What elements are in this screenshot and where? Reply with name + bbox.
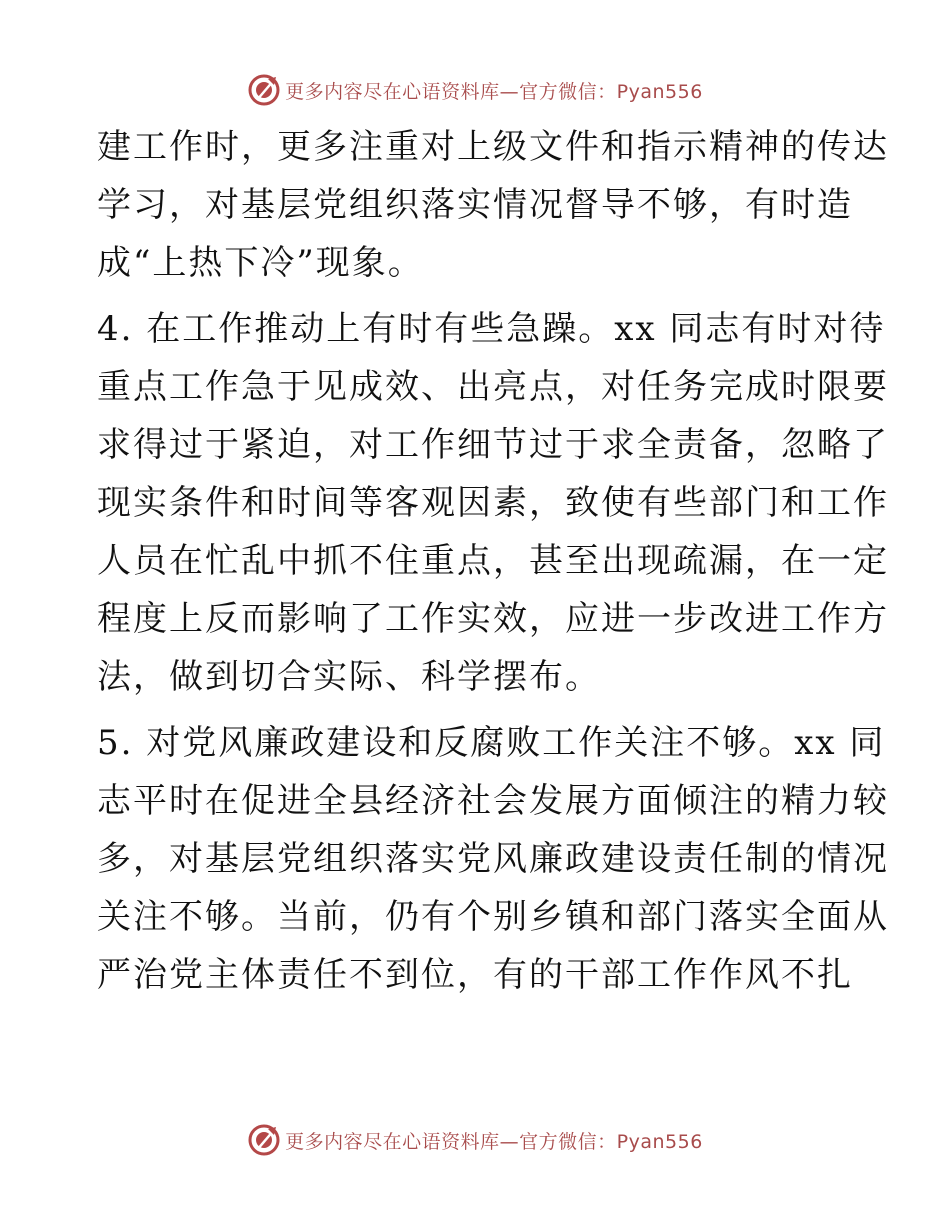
paragraph-1 bbox=[97, 118, 889, 292]
text-line: 志平时在促进全县经济社会发展方面倾注的精力较 bbox=[97, 781, 889, 821]
footer-watermark bbox=[0, 1120, 950, 1160]
watermark-text: 更多内容尽在心语资料库—官方微信：Pyan556 bbox=[285, 1130, 703, 1153]
text-line: 多，对基层党组织落实党风廉政建设责任制的情况 bbox=[97, 839, 889, 879]
text-line: 程度上反而影响了工作实效，应进一步改进工作方 bbox=[97, 599, 889, 639]
text-line: 关注不够。当前，仍有个别乡镇和部门落实全面从 bbox=[97, 897, 889, 937]
header-watermark bbox=[0, 70, 950, 110]
text-line: 5. 对党风廉政建设和反腐败工作关注不够。xx 同 bbox=[97, 723, 886, 763]
text-line: 求得过于紧迫，对工作细节过于求全责备，忽略了 bbox=[97, 425, 889, 465]
pen-logo-icon bbox=[247, 1123, 281, 1157]
text-line: 学习，对基层党组织落实情况督导不够，有时造 bbox=[97, 185, 853, 225]
text-line: 严治党主体责任不到位，有的干部工作作风不扎 bbox=[97, 955, 853, 995]
text-line: 现实条件和时间等客观因素，致使有些部门和工作 bbox=[97, 483, 889, 523]
text-line: 成“上热下冷”现象。 bbox=[97, 243, 424, 283]
text-line: 重点工作急于见成效、出亮点，对任务完成时限要 bbox=[97, 367, 889, 407]
paragraph-2 bbox=[97, 300, 889, 706]
watermark-text: 更多内容尽在心语资料库—官方微信：Pyan556 bbox=[285, 80, 703, 103]
pen-logo-icon bbox=[247, 73, 281, 107]
text-line: 人员在忙乱中抓不住重点，甚至出现疏漏，在一定 bbox=[97, 541, 889, 581]
text-line: 法，做到切合实际、科学摆布。 bbox=[97, 657, 601, 697]
paragraph-3 bbox=[97, 714, 889, 1004]
text-line: 4. 在工作推动上有时有些急躁。xx 同志有时对待 bbox=[97, 309, 886, 349]
document-body bbox=[97, 118, 889, 1004]
text-line: 建工作时，更多注重对上级文件和指示精神的传达 bbox=[97, 127, 889, 167]
